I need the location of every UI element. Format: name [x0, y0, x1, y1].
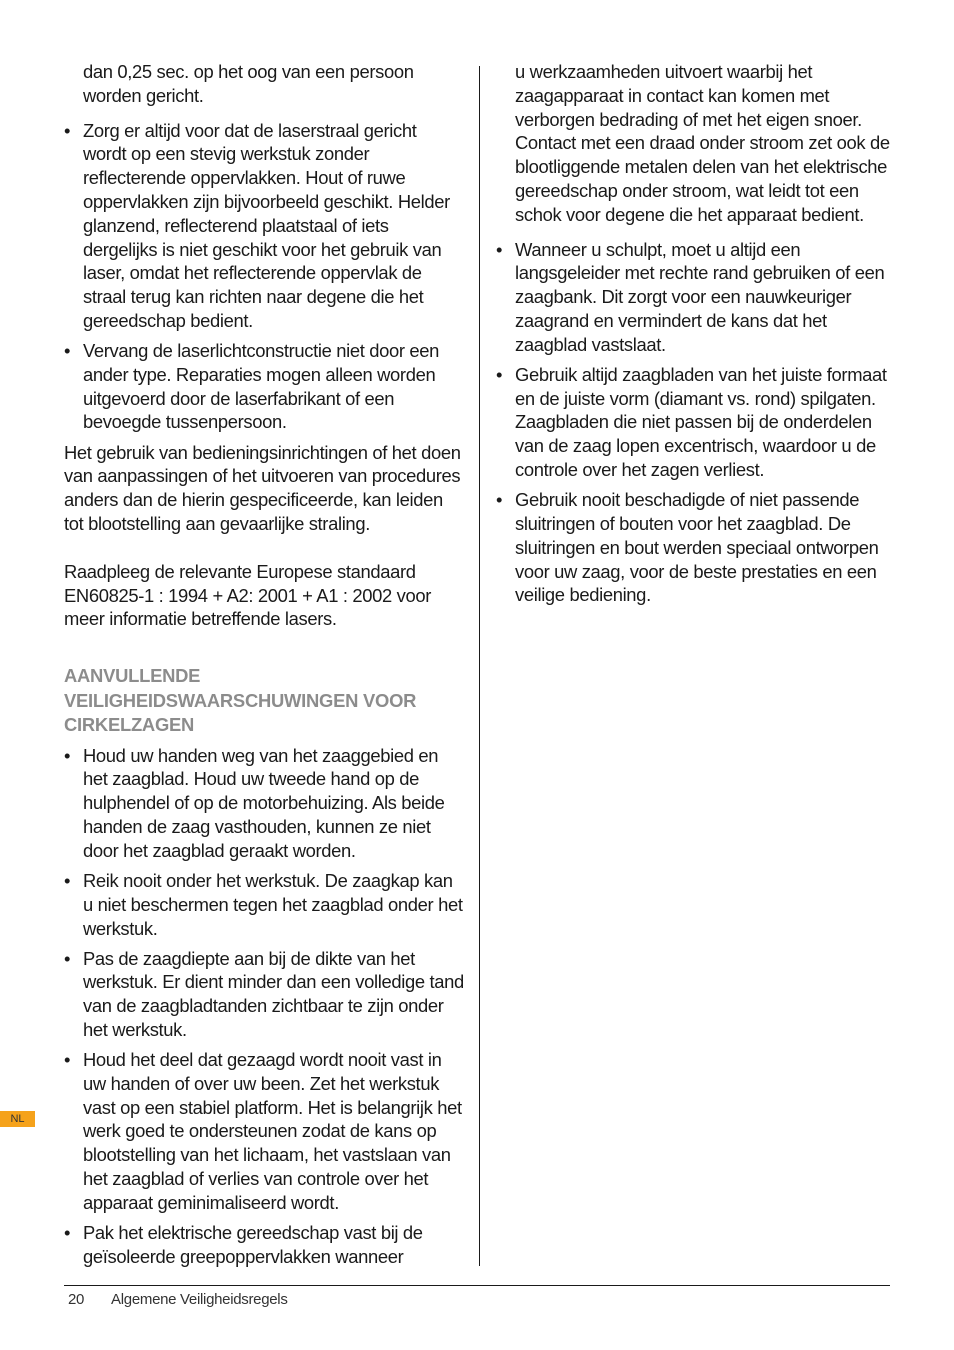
language-tab: NL — [0, 1111, 35, 1127]
laser-bullet-list — [64, 119, 464, 435]
list-item: • Gebruik nooit beschadigde of niet passende sluitringen of bouten voor het zaagblad. De sluitringen en bout werden speciaal ontworpen voor uw zaag, voor de beste prestaties en een veilige bediening. — [496, 488, 896, 607]
footer-divider — [64, 1285, 890, 1286]
page-footer — [68, 1290, 288, 1310]
list-item: • Gebruik altijd zaagbladen van het juiste formaat en de juiste vorm (diamant vs. rond) spilgaten. Zaagbladen die niet passen bij de onderdelen van de zaag lopen excentrisch, waardoor u de controle over het zagen verliest. — [496, 363, 896, 482]
column-divider — [479, 66, 480, 1266]
continuation-text: dan 0,25 sec. op het oog van een persoon worden gericht. — [83, 61, 414, 106]
list-item: • Houd het deel dat gezaagd wordt nooit vast in uw handen of over uw been. Zet het werkstuk vast op een stabiel platform. Het is belangrijk het werk goed te ondersteunen zodat de kans op blootstelling van het lichaam, het vastslaan van het zaagblad of verlies van controle over het apparaat geminimaliseerd wordt. — [64, 1048, 464, 1215]
section-heading: AANVULLENDE VEILIGHEIDSWAARSCHUWINGEN VOOR CIRKELZAGEN — [64, 665, 417, 736]
continuation-text: u werkzaamheden uitvoert waarbij het zaagapparaat in contact kan komen met verborgen bedrading of met het eigen snoer. Contact met een draad onder stroom zet ook de blootliggende metalen delen van het elektrische gereedschap onder stroom, wat leidt tot een schok voor degene die het apparaat bedient. — [515, 61, 890, 225]
list-item: • Reik nooit onder het werkstuk. De zaagkap kan u niet beschermen tegen het zaagblad onder het werkstuk. — [64, 869, 464, 940]
list-item: • Pak het elektrische gereedschap vast bij de geïsoleerde greepoppervlakken wanneer — [64, 1221, 464, 1269]
list-item: • Pas de zaagdiepte aan bij de dikte van het werkstuk. Er dient minder dan een volledige tand van de zaagbladtanden zichtbaar te zijn onder het werkstuk. — [64, 947, 464, 1042]
footer-section-title: Algemene Veiligheidsregels — [111, 1291, 288, 1308]
list-item: • Zorg er altijd voor dat de laserstraal gericht wordt op een stevig werkstuk zonder reflecterende oppervlakken. Hout of ruwe oppervlakken zijn bijvoorbeeld geschikt. Helder glanzend, reflecterend plaatstaal of iets dergelijks is niet geschikt voor het gebruik van laser, omdat het reflecterende oppervlak de straal terug kan richten naar degene die het gereedschap bedient. — [64, 119, 464, 333]
list-item: • Wanneer u schulpt, moet u altijd een langsgeleider met rechte rand gebruiken of een zaagbank. Dit zorgt voor een nauwkeuriger zaagrand en vermindert de kans dat het zaagblad vastslaat. — [496, 238, 896, 357]
radiation-warning-paragraph: Het gebruik van bedieningsinrichtingen of het doen van aanpassingen of het uitvoeren van procedures anders dan de hierin gespecificeerde, kan leiden tot blootstelling aan gevaarlijke straling. — [64, 441, 461, 534]
right-column — [496, 60, 896, 613]
list-item: • Vervang de laserlichtconstructie niet door een ander type. Reparaties mogen alleen worden uitgevoerd door de laserfabrikant of een bevoegde tussenpersoon. — [64, 339, 464, 434]
blade-bullet-list — [496, 238, 896, 608]
saw-safety-bullet-list — [64, 744, 464, 1269]
standard-reference-paragraph: Raadpleeg de relevante Europese standaard EN60825-1 : 1994 + A2: 2001 + A1 : 2002 voor meer informatie betreffende lasers. — [64, 560, 432, 630]
page-number: 20 — [68, 1291, 85, 1308]
list-item: • Houd uw handen weg van het zaaggebied en het zaagblad. Houd uw tweede hand op de hulphendel of op de motorbehuizing. Als beide handen de zaag vasthouden, kunnen ze niet door het zaagblad geraakt worden. — [64, 744, 464, 863]
left-column — [64, 60, 464, 1275]
